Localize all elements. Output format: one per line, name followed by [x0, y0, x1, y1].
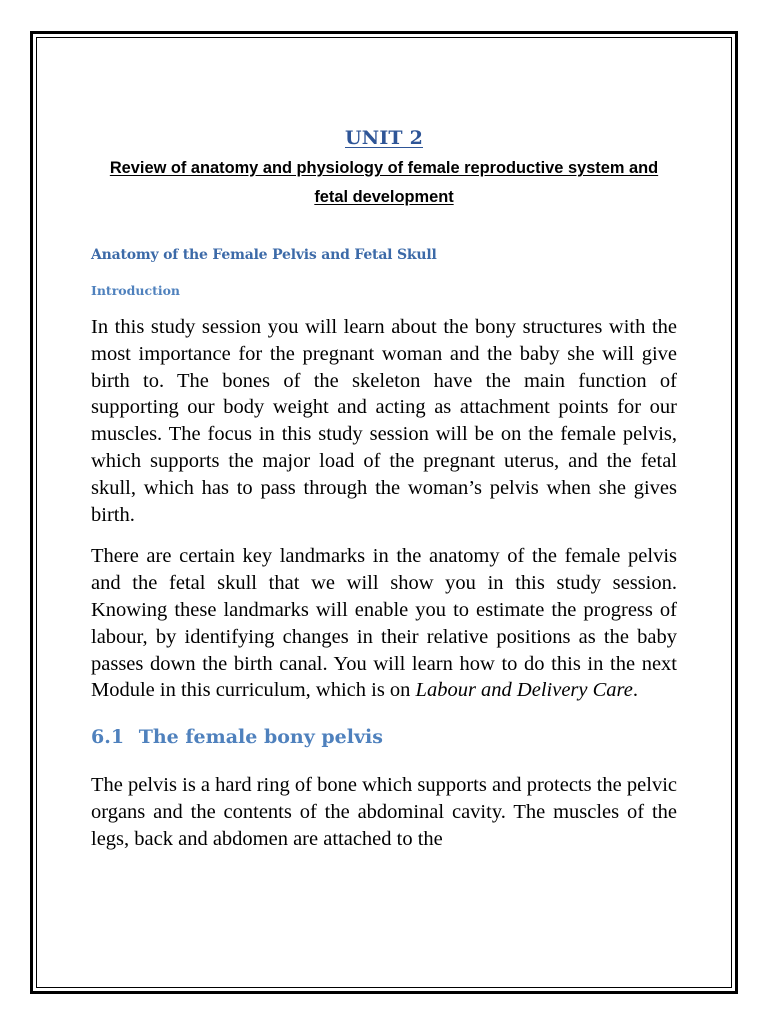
heading-6-1-text: The female bony pelvis [138, 726, 383, 749]
page-content [91, 124, 677, 853]
document-subtitle [91, 154, 677, 212]
paragraph-pelvis: The pelvis is a hard ring of bone which supports and protects the pelvic organs and the contents of the abdominal cavity. The muscles of the legs, back and abdomen are attached to the [91, 774, 677, 850]
section-heading: Anatomy of the Female Pelvis and Fetal Skull [91, 247, 437, 263]
paragraph-intro: In this study session you will learn about the bony structures with the most importance for the pregnant woman and the baby she will give birth to. The bones of the skeleton have the main function of supporting our body weight and acting as attachment points for our muscles. The focus in this study session will be on the female pelvis, which supports the major load of the pregnant uterus, and the fetal skull, which has to pass through the woman’s pelvis when she gives birth. [91, 316, 677, 526]
heading-6-1 [91, 724, 677, 750]
unit-title: UNIT 2 [345, 127, 423, 149]
paragraph-landmarks [91, 543, 677, 704]
module-title-italic: Labour and Delivery Care [415, 679, 633, 702]
heading-6-1-number: 6.1 [91, 726, 125, 749]
paragraph-landmarks-end: . [632, 679, 638, 702]
paragraph-landmarks-text: There are certain key landmarks in the anatomy of the female pelvis and the fetal skull that we will show you in this study session. Knowing these landmarks will enable you to estimate the progress of labour, by identifying changes in their relative positions as the baby passes down the birth canal. You will learn how to do this in the next Module in this curriculum, which is on [91, 545, 677, 702]
subtitle-line-1: Review of anatomy and physiology of female reproductive system and [109, 159, 659, 177]
subtitle-line-2: fetal development [314, 188, 454, 206]
introduction-heading: Introduction [91, 283, 181, 298]
